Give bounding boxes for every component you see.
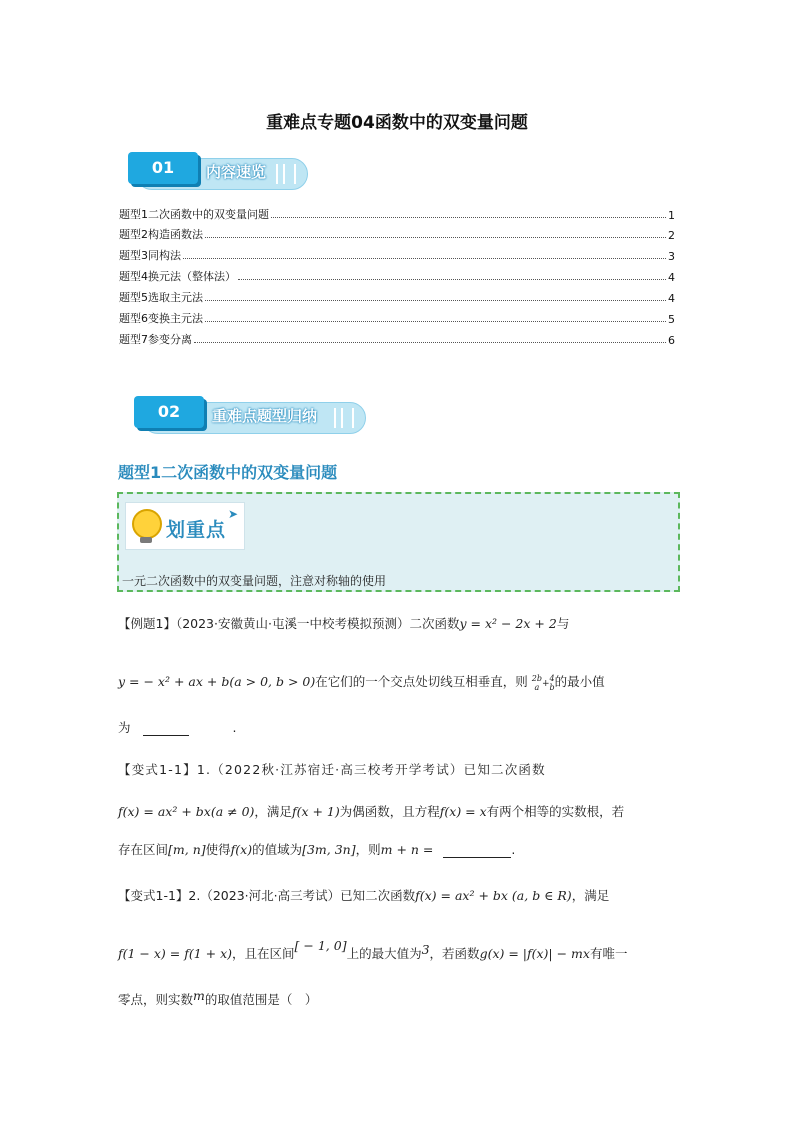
toc-entry[interactable] [119, 264, 675, 284]
interval: [ − 1, 0] [294, 938, 347, 953]
text: 的值域为 [252, 842, 303, 857]
lightbulb-base [140, 537, 152, 543]
toc-entry-page: 2 [668, 229, 675, 242]
toc-entry-label: 题型1二次函数中的双变量问题 [119, 208, 269, 221]
text: ，则 [355, 842, 381, 857]
section-banner-types [134, 396, 366, 434]
text-and: 与 [556, 616, 570, 631]
function-fx: f(x) [230, 842, 253, 857]
keypoint-logo-text: 划重点 [166, 519, 227, 541]
toc-entry-label: 题型2构造函数法 [119, 228, 203, 241]
toc-entry-page: 5 [668, 313, 675, 326]
variable-m: m [193, 988, 205, 1003]
example-1-line-3 [118, 718, 236, 736]
condition-text: 在它们的一个交点处切线互相垂直，则 [315, 674, 528, 689]
keypoint-box [117, 492, 680, 592]
toc-entry-page: 1 [668, 209, 675, 222]
text: 有唯一 [589, 946, 628, 961]
toc-entry-label: 题型5选取主元法 [119, 291, 203, 304]
text: 为偶函数，且方程 [339, 804, 440, 819]
section-banner-overview [128, 152, 308, 190]
text: 有两个相等的实数根，若 [486, 804, 625, 819]
variant-source: （2023·河北·高三考试）已知二次函数 [200, 888, 416, 903]
example-tag: 【例题1】 [118, 616, 176, 631]
fraction-2b-over-a: 2b a [531, 673, 542, 692]
interval: [m, n] [168, 842, 206, 857]
variant-1-1-1-line-3 [118, 840, 515, 858]
toc-leader [205, 237, 666, 238]
toc-entry[interactable] [119, 243, 675, 263]
toc-leader [271, 217, 666, 218]
banner-stripes-icon [276, 164, 296, 184]
toc-entry[interactable] [119, 285, 675, 305]
text: ，满足 [571, 888, 610, 903]
text: ，若函数 [429, 946, 480, 961]
period: . [232, 720, 237, 735]
example-source: （2023·安徽黄山·屯溪一中校考模拟预测）二次函数 [175, 616, 460, 631]
toc-entry-page: 6 [668, 334, 675, 347]
variant-1-1-2-line-2 [118, 938, 628, 962]
range: [3m, 3n] [302, 842, 356, 857]
keypoint-logo [125, 502, 245, 550]
toc-leader [205, 300, 666, 301]
text-wei: 为 [118, 720, 131, 735]
text: 存在区间 [118, 842, 169, 857]
max-value: 3 [421, 942, 430, 957]
text: 的取值范围是（ ） [204, 992, 318, 1007]
answer-blank[interactable] [443, 857, 511, 858]
toc-entry-page: 4 [668, 271, 675, 284]
function-g: g(x) = |f(x)| − mx [479, 946, 590, 961]
variant-1-1-2-line-3 [118, 990, 317, 1008]
text: ，满足 [254, 804, 292, 819]
function-shift: f(x + 1) [291, 804, 340, 819]
banner-stripes-icon [334, 408, 354, 428]
toc-leader [205, 321, 666, 322]
variant-tag: 【变式1-1】2. [118, 888, 201, 903]
toc-entry-page: 4 [668, 292, 675, 305]
document-title: 重难点专题04函数中的双变量问题 [266, 113, 528, 133]
variant-source: （2022秋·江苏宿迁·高三校考开学考试）已知二次函数 [211, 762, 546, 777]
toc-entry-label: 题型7参变分离 [119, 333, 192, 346]
period: . [511, 842, 516, 857]
toc-entry-label: 题型3同构法 [119, 249, 181, 262]
toc-entry-label: 题型6变换主元法 [119, 312, 203, 325]
toc-entry-page: 3 [668, 250, 675, 263]
function-2: y = − x² + ax + b(a > 0, b > 0) [118, 674, 316, 689]
answer-blank[interactable] [143, 735, 189, 736]
type-heading: 题型1二次函数中的双变量问题 [118, 463, 338, 482]
toc-leader [183, 258, 666, 259]
lightbulb-icon [132, 509, 162, 539]
example-1-line-1 [118, 614, 569, 632]
sum-expression: m + n = [380, 842, 434, 857]
paper-plane-icon: ➤ [227, 507, 238, 521]
example-1-line-2 [118, 672, 605, 692]
toc-leader [194, 342, 666, 343]
banner-number: 02 [134, 396, 204, 428]
toc-entry[interactable] [119, 327, 675, 347]
function-f: f(x) = ax² + bx (a, b ∈ R) [415, 888, 572, 903]
toc-entry[interactable] [119, 202, 675, 222]
banner-label: 内容速览 [206, 163, 267, 181]
banner-number: 01 [128, 152, 198, 184]
variant-1-1-1-line-2 [118, 802, 624, 820]
variant-tag: 【变式1-1】1. [118, 762, 212, 777]
variant-1-1-1-line-1 [118, 760, 546, 778]
text: 零点，则实数 [118, 992, 194, 1007]
toc-entry[interactable] [119, 222, 675, 242]
variant-1-1-2-line-1 [118, 886, 609, 904]
text: 上的最大值为 [346, 946, 422, 961]
text: ，且在区间 [232, 946, 295, 961]
plus-sign: + [541, 679, 550, 689]
function-f: f(x) = ax² + bx(a ≠ 0) [118, 804, 255, 819]
symmetry-condition: f(1 − x) = f(1 + x) [118, 946, 233, 961]
min-value-text: 的最小值 [554, 674, 605, 689]
equation: f(x) = x [439, 804, 487, 819]
function-1: y = x² − 2x + 2 [459, 616, 557, 631]
toc-entry-label: 题型4换元法（整体法） [119, 270, 236, 283]
text: 使得 [205, 842, 231, 857]
toc-leader [238, 279, 666, 280]
fraction-4-over-b: 4 b [549, 673, 555, 692]
keypoint-text: 一元二次函数中的双变量问题，注意对称轴的使用 [122, 574, 387, 588]
toc-entry[interactable] [119, 306, 675, 326]
banner-label: 重难点题型归纳 [212, 407, 318, 425]
